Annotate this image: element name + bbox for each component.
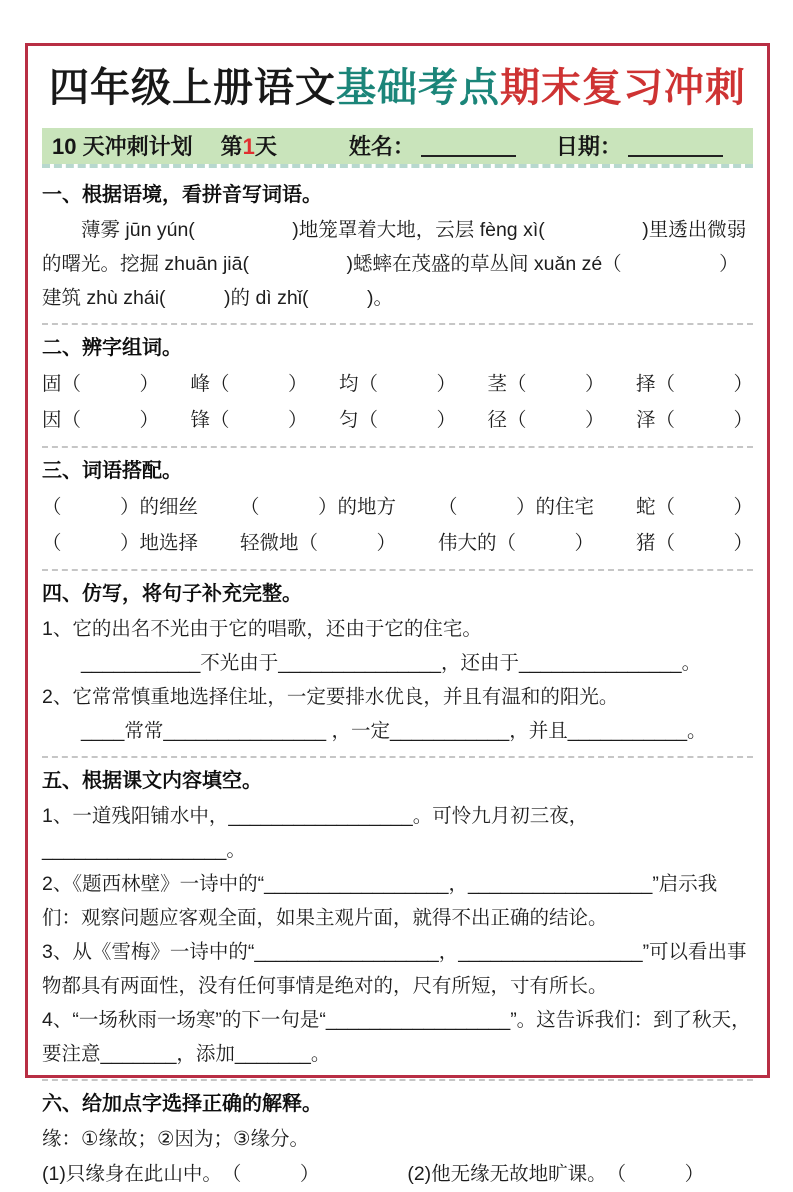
section-6-item: (1)只缘身在此山中。 （ ） (42, 1162, 320, 1185)
char-pair: 茎（ ） (487, 372, 605, 395)
section-3-row-2 (42, 525, 753, 561)
section-6-definitions: 缘：①缘故；②因为；③缘分。 (42, 1127, 309, 1150)
char-pair: 锋（ ） (190, 408, 308, 431)
section-6-item: (2)他无缘无故地旷课。 （ ） (407, 1162, 705, 1185)
section-5-line: 2、《题西林壁》一诗中的“_________________，_________________”启示我们：观察问题应客观全面，如果主观片面，就得不出正确的结论。 (42, 872, 718, 929)
char-pair: 固（ ） (42, 372, 160, 395)
match-item: （ ）的住宅 (437, 495, 594, 518)
section-1-body: 薄雾 jūn yún( )地笼罩着大地，云层 fèng xì( )里透出微弱的曙光。挖掘 zhuān jiā( )蟋蟀在茂盛的草丛间 xuǎn zé（ ） 建筑 zhù zhái( )的 dì zhǐ( )。 (42, 218, 747, 309)
date-blank-line (628, 135, 723, 157)
char-pair: 均（ ） (338, 372, 456, 395)
section-4-blank-line: ____常常_______________ ，一定___________，并且___________。 (42, 719, 707, 742)
char-pair: 径（ ） (487, 408, 605, 431)
section-1-header: 一、根据语境，看拼音写词语。 (42, 183, 322, 206)
section-2-row-1 (42, 366, 753, 402)
section-divider (42, 446, 753, 448)
section-4-blank-line: ___________不光由于_______________，还由于_______________。 (42, 651, 702, 674)
section-5-line: 4、“一场秋雨一场寒”的下一句是“_________________”。这告诉我们：到了秋天，要注意_______，添加_______。 (42, 1008, 751, 1065)
match-item: 猪（ ） (635, 531, 753, 554)
name-label: 姓名： (348, 134, 415, 160)
section-6-header: 六、给加点字选择正确的解释。 (42, 1092, 322, 1115)
section-4-line: 1、它的出名不光由于它的唱歌，还由于它的住宅。 (42, 617, 482, 640)
name-blank-line (421, 135, 516, 157)
worksheet-frame (25, 43, 770, 1185)
char-pair: 择（ ） (635, 372, 753, 395)
section-divider (42, 1079, 753, 1081)
section-6-items (42, 1156, 753, 1192)
title-part-grade: 四年级上册语文 (49, 66, 336, 110)
match-item: （ ）的地方 (239, 495, 396, 518)
section-4-header: 四、仿写，将句子补充完整。 (42, 582, 302, 605)
plan-label: 10 天冲刺计划 (52, 134, 193, 160)
section-3-header: 三、词语搭配。 (42, 459, 182, 482)
section-5-line: 1、一道残阳铺水中，_________________。可怜九月初三夜，_________________。 (42, 804, 589, 861)
day-label: 第1天 (220, 134, 277, 160)
section-divider (42, 569, 753, 571)
match-item: 伟大的（ ） (437, 531, 594, 554)
section-4-line: 2、它常常慎重地选择住址，一定要排水优良，并且有温和的阳光。 (42, 685, 619, 708)
match-item: 轻微地（ ） (239, 531, 396, 554)
date-label: 日期： (555, 134, 622, 160)
char-pair: 峰（ ） (190, 372, 308, 395)
plan-banner (42, 128, 753, 168)
section-5-line: 3、从《雪梅》一诗中的“_________________，_________________”可以看出事物都具有两面性，没有任何事情是绝对的，尺有所短，寸有所长。 (42, 940, 747, 997)
worksheet-content (28, 168, 767, 1192)
section-5-header: 五、根据课文内容填空。 (42, 769, 262, 792)
match-item: （ ）地选择 (42, 531, 199, 554)
title-part-sprint: 期末复习冲刺 (500, 66, 746, 110)
section-divider (42, 323, 753, 325)
char-pair: 匀（ ） (338, 408, 456, 431)
char-pair: 因（ ） (42, 408, 160, 431)
char-pair: 泽（ ） (635, 408, 753, 431)
section-3-row-1 (42, 489, 753, 525)
match-item: 蛇（ ） (635, 495, 753, 518)
day-number: 1 (242, 134, 255, 160)
match-item: （ ）的细丝 (42, 495, 199, 518)
section-divider (42, 756, 753, 758)
section-2-row-2 (42, 402, 753, 438)
title-part-basics: 基础考点 (336, 66, 500, 110)
section-2-header: 二、辨字组词。 (42, 336, 182, 359)
page-title (34, 66, 761, 111)
